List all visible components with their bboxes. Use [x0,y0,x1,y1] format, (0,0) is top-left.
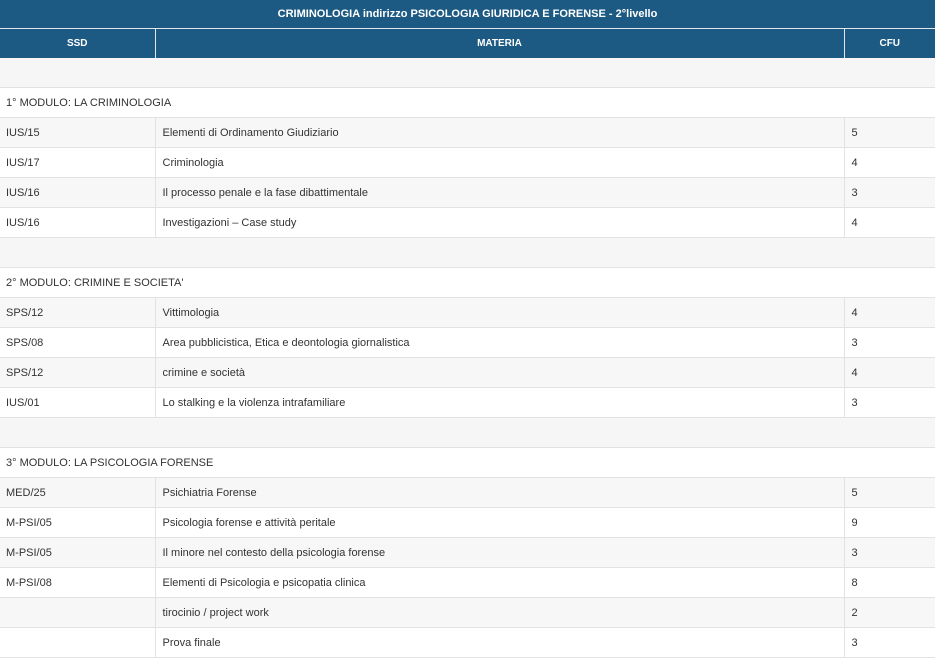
materia-cell: Elementi di Ordinamento Giudiziario [155,118,844,148]
table-row [0,178,935,208]
ssd-cell: SPS/12 [0,298,155,328]
cfu-cell: 9 [844,508,935,538]
materia-cell: Il processo penale e la fase dibattimentale [155,178,844,208]
materia-cell: Investigazioni – Case study [155,208,844,238]
table-row [0,478,935,508]
cfu-cell: 3 [844,628,935,658]
table-row [0,598,935,628]
module-spacer-row [0,418,935,448]
ssd-cell: M-PSI/05 [0,538,155,568]
table-row [0,628,935,658]
table-row [0,388,935,418]
materia-cell: Psicologia forense e attività peritale [155,508,844,538]
materia-cell: crimine e società [155,358,844,388]
cfu-cell: 4 [844,358,935,388]
materia-cell: Psichiatria Forense [155,478,844,508]
table-row [0,508,935,538]
ssd-cell [0,628,155,658]
module-heading: 2° MODULO: CRIMINE E SOCIETA' [0,268,935,298]
ssd-cell: MED/25 [0,478,155,508]
materia-cell: Area pubblicistica, Etica e deontologia giornalistica [155,328,844,358]
module-spacer-row [0,238,935,268]
cfu-cell: 4 [844,148,935,178]
spacer-cell [0,418,935,448]
table-row [0,358,935,388]
cfu-cell: 3 [844,538,935,568]
cfu-cell: 3 [844,328,935,358]
spacer-cell [0,58,935,88]
table-title: CRIMINOLOGIA indirizzo PSICOLOGIA GIURIDICA E FORENSE - 2°livello [0,0,935,29]
ssd-cell: IUS/16 [0,208,155,238]
module-heading-row [0,448,935,478]
materia-cell: Prova finale [155,628,844,658]
cfu-cell: 4 [844,208,935,238]
cfu-cell: 5 [844,118,935,148]
ssd-cell: M-PSI/08 [0,568,155,598]
table-row [0,148,935,178]
ssd-cell: IUS/16 [0,178,155,208]
cfu-cell: 3 [844,178,935,208]
materia-cell: Lo stalking e la violenza intrafamiliare [155,388,844,418]
table-title-row [0,0,935,29]
cfu-cell: 8 [844,568,935,598]
cfu-cell: 5 [844,478,935,508]
header-cfu: CFU [844,29,935,59]
module-spacer-row [0,58,935,88]
table-row [0,298,935,328]
table-header-row [0,29,935,59]
table-row [0,118,935,148]
materia-cell: Il minore nel contesto della psicologia forense [155,538,844,568]
cfu-cell: 4 [844,298,935,328]
ssd-cell: IUS/17 [0,148,155,178]
module-heading-row [0,88,935,118]
module-heading-row [0,268,935,298]
ssd-cell: SPS/12 [0,358,155,388]
ssd-cell: M-PSI/05 [0,508,155,538]
ssd-cell [0,598,155,628]
table-row [0,328,935,358]
cfu-cell: 3 [844,388,935,418]
spacer-cell [0,238,935,268]
table-row [0,538,935,568]
ssd-cell: SPS/08 [0,328,155,358]
ssd-cell: IUS/15 [0,118,155,148]
module-heading: 3° MODULO: LA PSICOLOGIA FORENSE [0,448,935,478]
header-materia: MATERIA [155,29,844,59]
materia-cell: tirocinio / project work [155,598,844,628]
table-row [0,568,935,598]
cfu-cell: 2 [844,598,935,628]
ssd-cell: IUS/01 [0,388,155,418]
module-heading: 1° MODULO: LA CRIMINOLOGIA [0,88,935,118]
materia-cell: Vittimologia [155,298,844,328]
materia-cell: Elementi di Psicologia e psicopatia clinica [155,568,844,598]
header-ssd: SSD [0,29,155,59]
table-row [0,208,935,238]
materia-cell: Criminologia [155,148,844,178]
